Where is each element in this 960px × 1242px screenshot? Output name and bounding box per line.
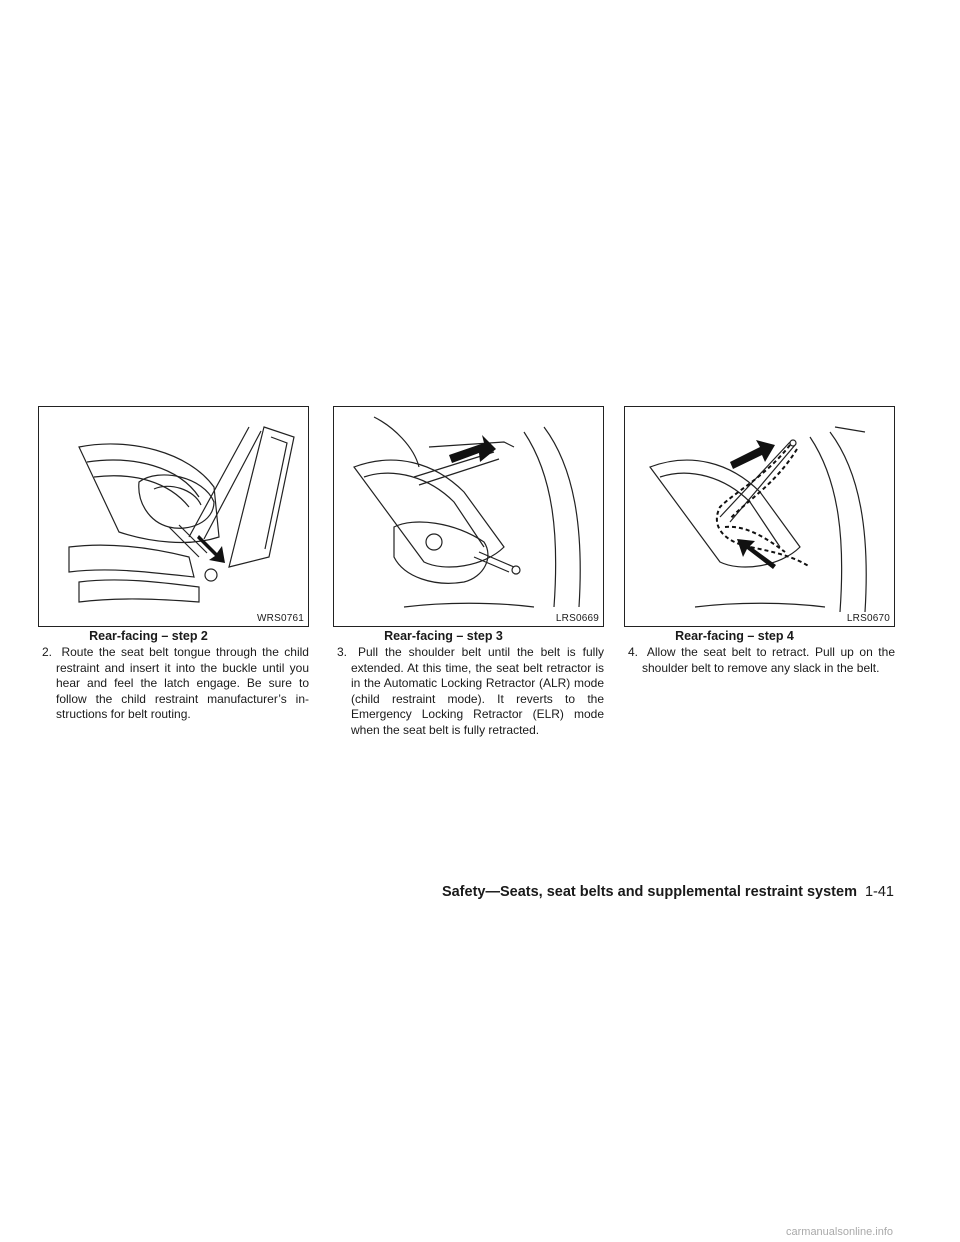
step-text [624,645,895,676]
footer-section-title: Safety—Seats, seat belts and supplemental restraint system [441,884,857,900]
column-step-4 [624,406,895,676]
column-step-2 [38,406,309,723]
figure-caption: Rear-facing – step 4 [675,629,794,643]
figure-id: LRS0669 [555,613,599,624]
figure-rear-facing-step-3 [333,406,604,627]
illustration-step-3 [334,407,603,626]
watermark: carmanualsonline.info [786,1226,894,1238]
illustration-step-4 [625,407,894,626]
step-body: Route the seat belt tongue through the child restraint and insert it into the buckle until you hear and feel the latch engage. Be sure to follow the child restraint manufacturer’s in-structions for belt routing. [56,645,309,721]
figure-rear-facing-step-4 [624,406,895,627]
figure-id: WRS0761 [257,613,304,624]
page-number: 1-41 [864,884,894,900]
step-text [333,645,604,738]
step-number: 2. [42,645,53,659]
figure-caption: Rear-facing – step 3 [384,629,503,643]
figure-rear-facing-step-2 [38,406,309,627]
step-body: Allow the seat belt to retract. Pull up on the shoulder belt to remove any slack in the belt. [642,645,895,675]
illustration-step-2 [39,407,308,626]
step-body: Pull the shoulder belt until the belt is fully extended. At this time, the seat belt retractor is in the Automatic Locking Retractor (ALR) mode (child restraint mode). It reverts to the Emergency Locking Retractor (ELR) mode when the seat belt is fully retracted. [351,645,604,737]
step-text [38,645,309,723]
step-number: 3. [337,645,348,659]
figure-id: LRS0670 [846,613,890,624]
step-number: 4. [628,645,639,659]
column-step-3 [333,406,604,738]
figure-caption: Rear-facing – step 2 [89,629,208,643]
page-footer [442,884,894,900]
